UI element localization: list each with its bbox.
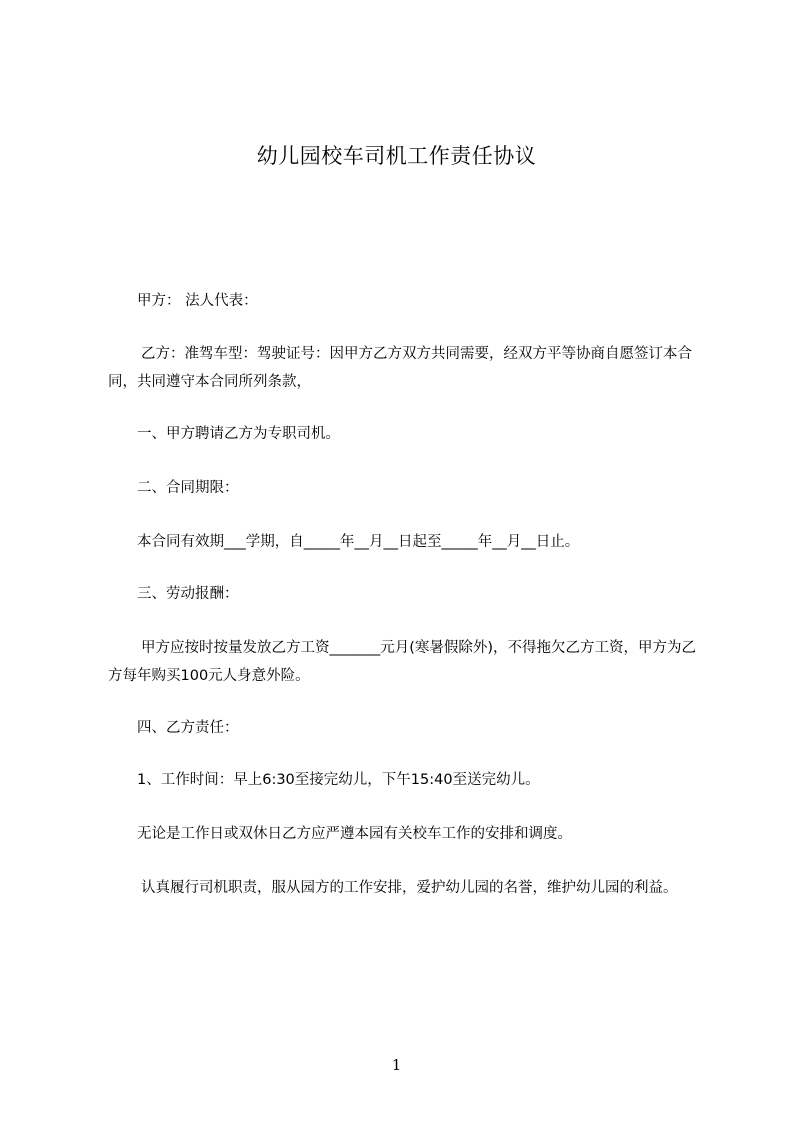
- paragraph-scheduling: 无论是工作日或双休日乙方应严遵本园有关校车工作的安排和调度。: [137, 826, 572, 842]
- paragraph-clause-4-heading: 四、乙方责任：: [137, 720, 239, 736]
- page-number: 1: [391, 1056, 402, 1074]
- paragraph-working-hours: 1、工作时间：早上6:30至接完幼儿，下午15:40至送完幼儿。: [137, 772, 540, 788]
- document-title: 幼儿园校车司机工作责任协议: [256, 144, 537, 168]
- paragraph-party-b: 乙方：准驾车型：驾驶证号：因甲方乙方双方共同需要，经双方平等协商自愿签订本合同，共同遵守本合同所列条款，: [108, 346, 692, 390]
- paragraph-clause-2-heading: 二、合同期限：: [137, 480, 239, 496]
- paragraph-clause-1: 一、甲方聘请乙方为专职司机。: [137, 426, 340, 442]
- paragraph-contract-term: 本合同有效期___学期，自_____年__月__日起至_____年__月__日止。: [137, 534, 580, 550]
- paragraph-remuneration: 甲方应按时按量发放乙方工资_______元月(寒暑假除外)，不得拖欠乙方工资，甲方为乙方每年购买100元人身意外险。: [108, 640, 697, 684]
- paragraph-party-a: 甲方： 法人代表：: [137, 293, 258, 309]
- paragraph-clause-3-heading: 三、劳动报酬：: [137, 586, 239, 602]
- paragraph-duties: 认真履行司机职责，服从园方的工作安排，爱护幼儿园的名誉，维护幼儿园的利益。: [141, 880, 678, 896]
